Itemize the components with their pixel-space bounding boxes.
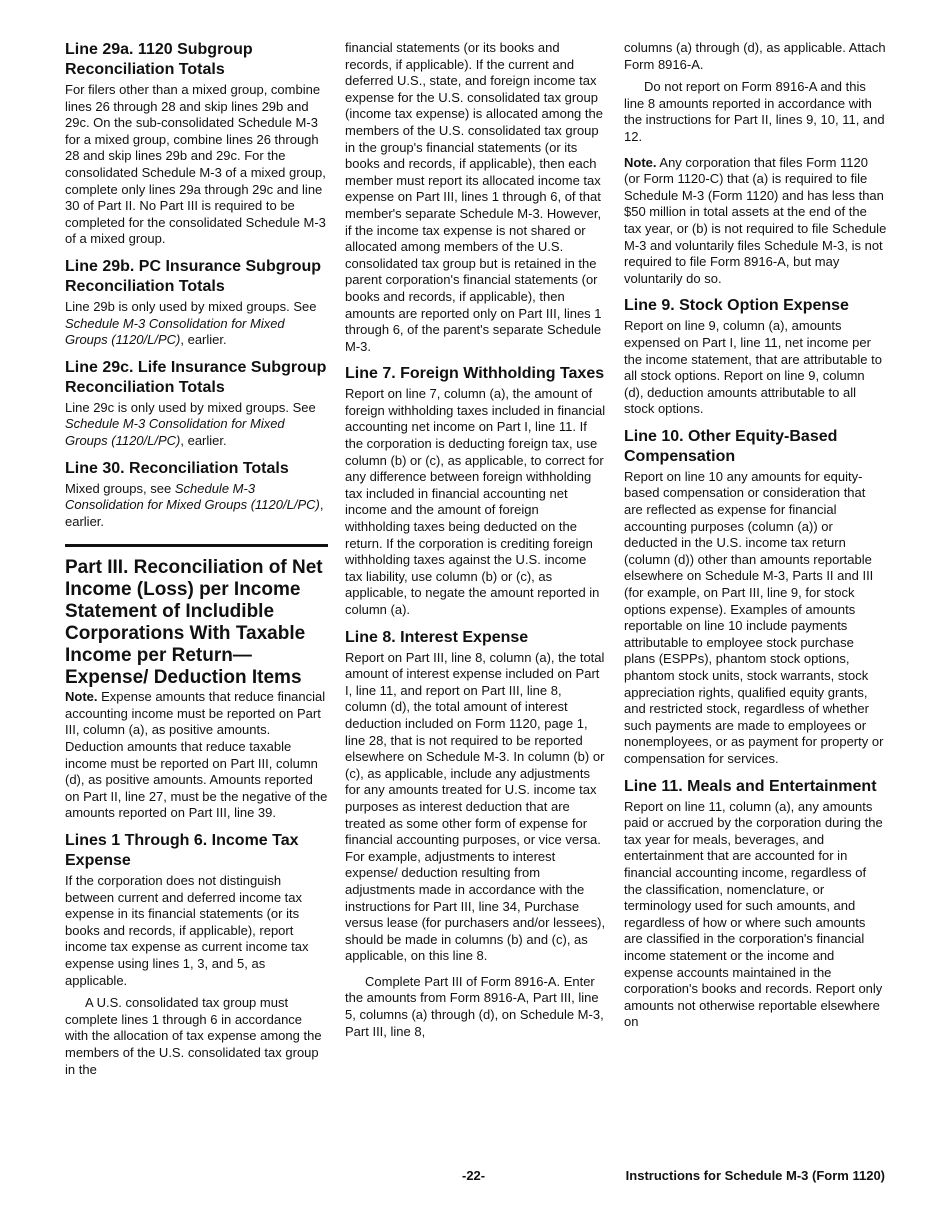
- section-divider: [65, 544, 328, 547]
- ref-mixed-groups: Schedule M-3 Consolidation for Mixed Groups (1120/L/PC): [65, 315, 285, 348]
- text-line-10: Report on line 10 any amounts for equity-based compensation or consideration that are reflected as expense for financial accounting purposes (column (a)) or deducted in the U.S. income tax return (column (d)) other than amounts reportable elsewhere on Schedule M-3, Parts II and III (for example, on Part III, line 9, for stock options expense). Examples of amounts reportable on line 10 include payments attributable to employee stock purchase plans (ESPPs), phantom stock options, phantom stock units, stock warrants, stock appreciation rights, qualified equity grants, and restricted stock, regardless of whether such payments are made to employees or nonemployees, or as payment for property or compensation for services.: [624, 468, 884, 766]
- text-line-29a: For filers other than a mixed group, combine lines 26 through 28 and skip lines 29b and 29c. On the sub-consolidated Schedule M-3 for a mixed group, combine lines 26 through 28 and skip lines 29b and 29c. For the consolidated Schedule M-3 of a mixed group, complete only lines 29a through 29c and line 30 of Part II. No Part III is required to be completed for the consolidated Schedule M-3 of a mixed group.: [65, 82, 326, 247]
- ref-mixed-groups: Schedule M-3 Consolidation for Mixed Groups (1120/L/PC): [65, 480, 320, 513]
- footer-title: Instructions for Schedule M-3 (Form 1120): [625, 1168, 885, 1183]
- text-lines-1-6-a: If the corporation does not distinguish between current and deferred income tax expense in its financial statements (or its books and records, if applicable), report income tax expense as current income tax expense using lines 1, 3, and 5, as applicable.: [65, 873, 309, 988]
- heading-line-8: Line 8. Interest Expense: [345, 628, 529, 646]
- text-line-8-do-not-report: Do not report on Form 8916-A and this line 8 amounts reported in accordance with the instructions for Part II, lines 9, 10, 11, and 12.: [624, 79, 885, 144]
- heading-line-9: Line 9. Stock Option Expense: [624, 297, 849, 315]
- column-2: [345, 40, 607, 1040]
- column-3: [624, 40, 887, 1031]
- part-iii-note: Note. Expense amounts that reduce financial accounting income must be reported on Part III, column (a), as positive amounts. Deduction amounts that reduce taxable income must be reported on Part III, column (d), as positive amounts. Amounts reported on Part II, line 27, must be the negative of the amounts reported on Part III, line 39.: [65, 689, 328, 821]
- heading-line-29c: Line 29c. Life Insurance Subgroup Reconciliation Totals: [65, 358, 327, 396]
- part-iii-heading: Part III. Reconciliation of Net Income (Loss) per Income Statement of Includible Corporations With Taxable Income per Return—Expense/ Deduction Items: [65, 557, 323, 689]
- text-lines-1-6-b: A U.S. consolidated tax group must complete lines 1 through 6 in accordance with the allocation of tax expense among the members of the U.S. consolidated tax group in the: [65, 995, 322, 1077]
- heading-line-30: Line 30. Reconciliation Totals: [65, 459, 289, 477]
- heading-line-7: Line 7. Foreign Withholding Taxes: [345, 365, 605, 383]
- heading-line-29a: Line 29a. 1120 Subgroup Reconciliation Totals: [65, 41, 253, 78]
- page-number: -22-: [462, 1168, 486, 1183]
- ref-mixed-groups: Schedule M-3 Consolidation for Mixed Groups (1120/L/PC): [65, 416, 285, 448]
- heading-line-29b: Line 29b. PC Insurance Subgroup Reconciliation Totals: [65, 257, 322, 295]
- text-lines-1-6-continued: financial statements (or its books and records, if applicable). If the current and deferred U.S., state, and foreign income tax expense for the U.S. consolidated tax group (income tax expense) is allocated among the members of the U.S. consolidated tax group in the group's financial statements (or its books and records, if applicable), then each member must report its allocated income tax expense on Part III, lines 1 through 6, of that member's separate Schedule M-3. However, if the income tax expense is not shared or allocated among members of the U.S. consolidated tax group but is retained in the parent corporation's financial statements (or books and records, if applicable), then amounts are reported only on Part III, lines 1 through 6, of the parent's separate Schedule M-3.: [345, 40, 603, 354]
- column-1: [65, 40, 328, 1078]
- text-line-8-b: Complete Part III of Form 8916-A. Enter the amounts from Form 8916-A, Part III, line 5, columns (a) through (d), on Schedule M-3, Part III, line 8,: [345, 973, 604, 1039]
- text-line-11: Report on line 11, column (a), any amounts paid or accrued by the corporation during the tax year for meals, beverages, and entertainment that are accounted for in financial accounting income, regardless of the classification, nomenclature, or terminology used for such amounts, and regardless of how or where such amounts are classified in the corporation's financial income statement or the income and expense accounts maintained in the corporation's books and records. Report only amounts not otherwise reportable elsewhere on: [624, 798, 883, 1030]
- text-line-9: Report on line 9, column (a), amounts expensed on Part I, line 11, net income per the income statement, that are attributable to all stock options. Report on line 9, column (d), deduction amounts attributable to all stock options.: [624, 318, 882, 417]
- heading-lines-1-6: Lines 1 Through 6. Income Tax Expense: [65, 832, 299, 870]
- text-line-29b: Line 29b is only used by mixed groups. See Schedule M-3 Consolidation for Mixed Groups (1120/L/PC), earlier.: [65, 298, 317, 348]
- text-line-7: Report on line 7, column (a), the amount of foreign withholding taxes included in financial accounting net income on Part I, line 11. If the corporation is deducting foreign tax, use column (b) or (c), as applicable, to correct for any difference between foreign withholding tax included in financial accounting net income and the amount of foreign withholding taxes being deducted on the return. If the corporation is crediting foreign withholding taxes against the U.S. income tax liability, use column (b) or (c), as applicable, to negate the amount reported in column (a).: [345, 386, 606, 617]
- heading-line-10: Line 10. Other Equity-Based Compensation: [624, 427, 838, 465]
- heading-line-11: Line 11. Meals and Entertainment: [624, 777, 877, 795]
- note-form-8916a: Note. Any corporation that files Form 1120 (or Form 1120-C) that (a) is required to file Schedule M-3 (Form 1120) and has less than $50 million in total assets at the end of the tax year, or (b) is not required to file Schedule M-3 and voluntarily files Schedule M-3, is not required to file Form 8916-A, but may voluntarily do so.: [624, 154, 887, 286]
- text-line-8-a: Report on Part III, line 8, column (a), the total amount of interest expense included on Part I, line 11, and report on Part III, line 8, column (d), the total amount of interest deduction included on Form 1120, page 1, line 28, that is not required to be reported elsewhere on Schedule M-3. In column (b) or (c), as applicable, include any adjustments for any amounts treated for U.S. income tax purposes as interest deduction that are treated as some other form of expense for financial accounting purposes, or vice versa. For example, adjustments to interest expense/ deduction resulting from adjustments made in accordance with the instructions for Part III, line 34, Purchase versus lease (for purchasers and/or lessees), should be made in columns (b) and (c), as applicable, on this line 8.: [345, 649, 606, 964]
- text-line-30: Mixed groups, see Schedule M-3 Consolidation for Mixed Groups (1120/L/PC), earlier.: [65, 480, 324, 529]
- text-line-8-continued: columns (a) through (d), as applicable. Attach Form 8916-A.: [624, 40, 886, 72]
- text-line-29c: Line 29c is only used by mixed groups. See Schedule M-3 Consolidation for Mixed Groups (1120/L/PC), earlier.: [65, 399, 316, 448]
